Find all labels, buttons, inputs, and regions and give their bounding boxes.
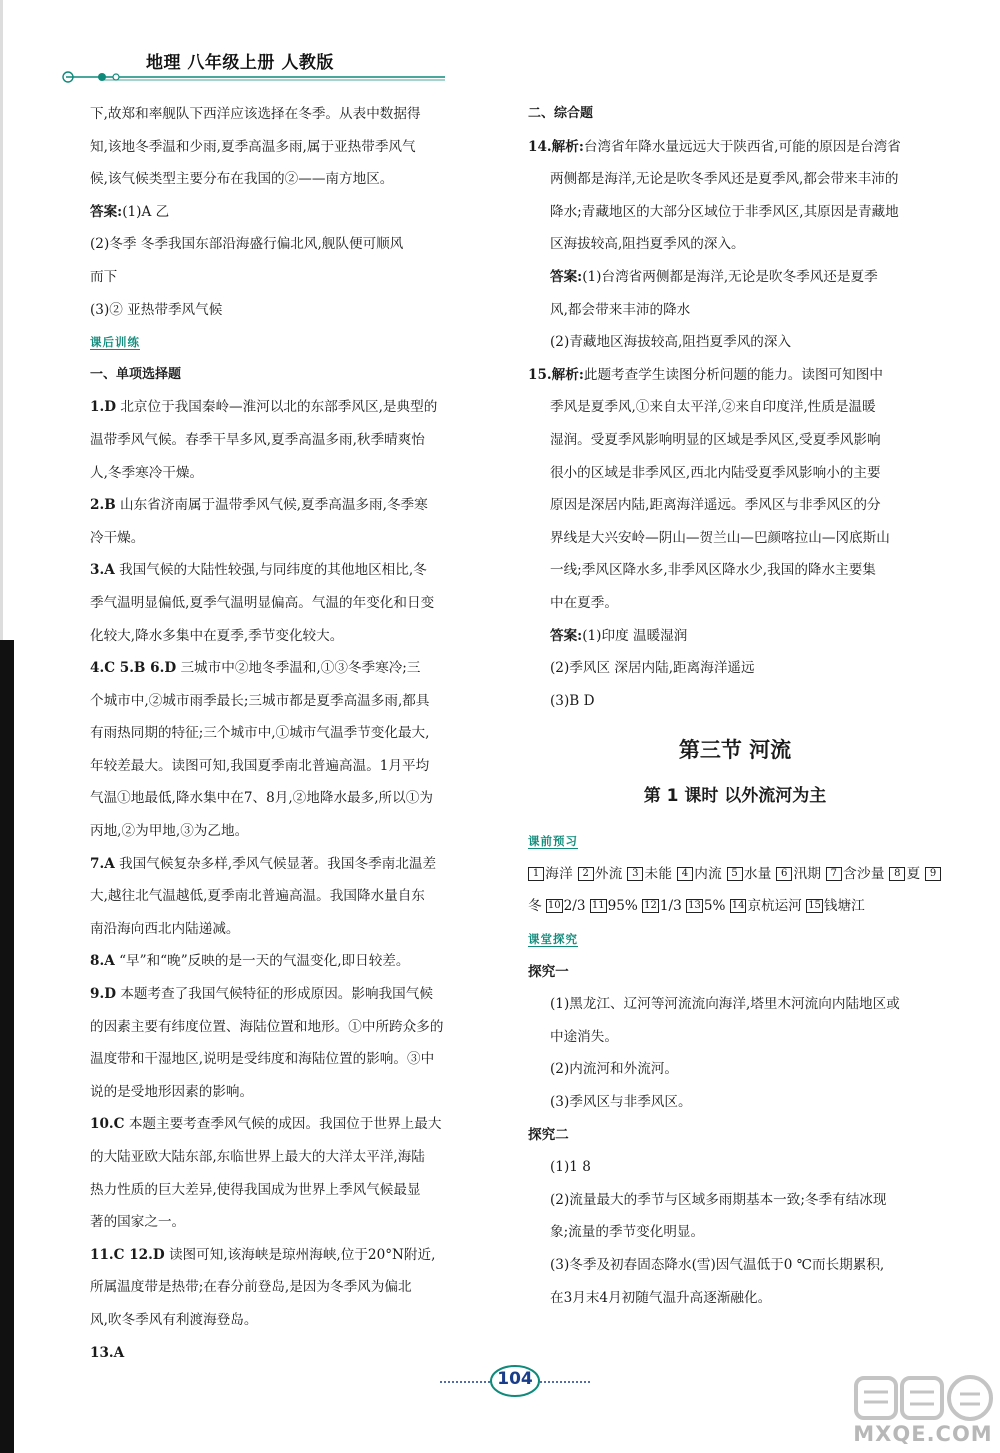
question-item: [90, 1239, 500, 1272]
answer-label: 答案:: [90, 203, 123, 220]
blank-answer: 95%: [607, 898, 638, 915]
category-heading: 一、单项选择题: [90, 366, 182, 382]
answer-text: (2)季风区 深居内陆,距离海洋遥远: [550, 660, 755, 677]
question-number: 9.D: [90, 986, 116, 1003]
blank-answer: 海洋: [545, 865, 574, 882]
blank-answer: 含沙量: [842, 865, 885, 882]
blank-answer: 未能: [644, 865, 673, 882]
analysis-text: 区海拔较高,阻挡夏季风的深入。: [550, 236, 745, 253]
blank-answer: 水量: [743, 865, 772, 882]
question-number: 15.: [528, 366, 552, 383]
question-text: 南沿海向西北内陆递减。: [90, 920, 240, 937]
question-text: 本题考查了我国气候特征的形成原因。影响我国气候: [120, 986, 433, 1003]
watermark-text: MXQE.COM: [853, 1422, 993, 1446]
section-title: 第三节 河流: [678, 738, 792, 763]
explore-title: 探究一: [528, 963, 569, 980]
blank-answer: 冬: [528, 898, 542, 915]
question-text: 季气温明显偏低,夏季气温明显偏高。气温的年变化和日变: [90, 594, 435, 611]
header-title: 地理 八年级上册 人教版: [146, 53, 334, 73]
question-number: 11.C 12.D: [90, 1246, 165, 1263]
question-item: [90, 489, 500, 522]
watermark-logo: [848, 1372, 998, 1450]
question-number: 2.B: [90, 497, 116, 514]
answer-text: (3)B D: [550, 692, 595, 709]
answer-line: 而下: [90, 268, 118, 285]
question-text: 热力性质的巨大差异,使得我国成为世界上季风气候最显: [90, 1181, 421, 1198]
question-text: 有雨热同期的特征;三个城市中,①城市气温季节变化最大,: [90, 725, 430, 742]
page-number-text: 104: [497, 1369, 533, 1389]
question-item: [90, 652, 500, 685]
question-text: 本题主要考查季风气候的成因。我国位于世界上最大: [128, 1116, 442, 1133]
analysis-text: 此题考查学生读图分析问题的能力。读图可知图中: [583, 366, 883, 383]
question-item: [90, 848, 500, 881]
answer-line: (3)② 亚热带季风气候: [90, 301, 223, 318]
question-text: 年较差最大。读图可知,我国夏季南北普遍高温。1月平均: [90, 757, 430, 774]
subsection-tag: 课后训练: [90, 335, 140, 350]
answer-line: [90, 196, 500, 229]
answer-line: [528, 261, 942, 294]
blank-number: 2: [578, 867, 594, 881]
blank-number: 7: [826, 867, 842, 881]
analysis-text: 中在夏季。: [550, 594, 618, 611]
intro-line: 候,该气候类型主要分布在我国的②——南方地区。: [90, 171, 394, 188]
blank-number: 9: [925, 867, 941, 881]
explore-item: 中途消失。: [550, 1028, 618, 1045]
analysis-label: 解析:: [551, 138, 584, 155]
analysis-text: 原因是深居内陆,距离海洋遥远。季风区与非季风区的分: [550, 497, 881, 514]
question-item: [90, 945, 500, 978]
question-text: 温度带和干湿地区,说明是受纬度和海陆位置的影响。③中: [90, 1051, 435, 1068]
question-number: 8.A: [90, 953, 115, 970]
question-text: 我国气候复杂多样,季风气候显著。我国冬季南北温差: [119, 855, 437, 872]
explore-title: 探究二: [528, 1126, 569, 1143]
page-header: [60, 44, 450, 92]
category-heading: 二、综合题: [528, 106, 594, 121]
blank-answer: 2/3: [563, 898, 586, 915]
blank-number: 5: [727, 867, 743, 881]
question-text: 冷干燥。: [90, 529, 145, 546]
question-text: 化较大,降水多集中在夏季,季节变化较大。: [90, 627, 344, 644]
answer-label: 答案:: [550, 627, 583, 644]
explore-tag: 课堂探究: [528, 932, 578, 947]
question-text: 丙地,②为甲地,③为乙地。: [90, 823, 249, 840]
blank-number: 12: [644, 900, 657, 912]
blank-answer: 钱塘江: [823, 898, 865, 915]
explore-item: (1)黑龙江、辽河等河流流向海洋,塔里木河流向内陆地区或: [550, 996, 900, 1013]
question-number: 1.D: [90, 399, 116, 416]
right-column: [528, 98, 942, 1314]
explore-item: (2)内流河和外流河。: [550, 1061, 679, 1078]
question-item: [90, 391, 500, 424]
blank-answer: 夏: [906, 865, 921, 882]
question-text: 的因素主要有纬度位置、海陆位置和地形。①中所跨众多的: [90, 1018, 444, 1035]
blank-answer: 京杭运河: [747, 898, 802, 915]
question-number: 4.C 5.B 6.D: [90, 660, 177, 677]
blank-answer: 1/3: [659, 898, 682, 915]
question-text: 个城市中,②城市雨季最长;三城市都是夏季高温多雨,都具: [90, 692, 430, 709]
question-text: 人,冬季寒冷干燥。: [90, 464, 204, 481]
blank-number: 14: [731, 900, 745, 912]
answer-line: [528, 620, 942, 653]
analysis-text: 降水;青藏地区的大部分区域位于非季风区,其原因是青藏地: [550, 203, 899, 220]
analysis-text: 湿润。受夏季风影响明显的区域是季风区,受夏季风影响: [550, 431, 881, 448]
question-text: 说的是受地形因素的影响。: [90, 1083, 254, 1100]
answer-text: (1)台湾省两侧都是海洋,无论是吹冬季风还是夏季: [582, 268, 878, 285]
intro-line: 知,该地冬季温和少雨,夏季高温多雨,属于亚热带季风气: [90, 138, 416, 155]
explore-item: (3)冬季及初春固态降水(雪)因气温低于0 ℃而长期累积,: [550, 1257, 885, 1273]
lesson-title: 第 1 课时 以外流河为主: [643, 786, 827, 807]
question-number: 10.C: [90, 1116, 125, 1133]
question-text: 的大陆亚欧大陆东部,东临世界上最大的大洋太平洋,海陆: [90, 1149, 425, 1165]
analysis-text: 界线是大兴安岭—阴山—贺兰山—巴颜喀拉山—冈底斯山: [550, 529, 890, 546]
blank-number: 4: [677, 867, 693, 881]
header-rule: [60, 68, 450, 88]
explore-item: 象;流量的季节变化明显。: [550, 1224, 705, 1241]
analysis-text: 很小的区域是非季风区,西北内陆受夏季风影响小的主要: [550, 464, 881, 481]
analysis-text: 两侧都是海洋,无论是吹冬季风还是夏季风,都会带来丰沛的: [550, 171, 899, 188]
question-text: 所属温度带是热带;在春分前登岛,是因为冬季风为偏北: [90, 1279, 412, 1296]
intro-line: 下,故郑和率舰队下西洋应该选择在冬季。从表中数据得: [90, 106, 421, 122]
page-number: [440, 1362, 590, 1402]
answer-text: (1)A 乙: [122, 203, 170, 220]
explore-item: (3)季风区与非季风区。: [550, 1094, 692, 1111]
question-number: 7.A: [90, 855, 115, 872]
answer-text: 风,都会带来丰沛的降水: [550, 301, 691, 318]
blank-number: 13: [688, 900, 701, 912]
answer-text: (2)青藏地区海拔较高,阻挡夏季风的深入: [550, 334, 792, 351]
question-text: 气温①地最低,降水集中在7、8月,②地降水最多,所以①为: [90, 790, 433, 807]
question-number: 3.A: [90, 562, 115, 579]
blank-answer: 5%: [703, 898, 726, 915]
explore-item: (2)流量最大的季节与区域多雨期基本一致;冬季有结冰现: [550, 1191, 887, 1208]
blank-number: 6: [776, 867, 792, 881]
explore-item: (1)1 8: [550, 1159, 591, 1176]
question-text: “早”和“晚”反映的是一天的气温变化,即日较差。: [119, 953, 410, 970]
explore-item: 在3月末4月初随气温升高逐渐融化。: [550, 1289, 772, 1306]
question-text: 北京位于我国秦岭—淮河以北的东部季风区,是典型的: [120, 399, 438, 416]
blank-answer: 内流: [693, 865, 722, 882]
question-text: 风,吹冬季风有利渡海登岛。: [90, 1311, 258, 1328]
left-column: [90, 98, 500, 1369]
question-text: 大,越往北气温越低,夏季南北普遍高温。我国降水量自东: [90, 888, 425, 905]
analysis-text: 一线;季风区降水多,非季风区降水少,我国的降水主要集: [550, 562, 876, 579]
analysis-text: 季风是夏季风,①来自太平洋,②来自印度洋,性质是温暖: [550, 399, 876, 416]
scan-edge: [0, 0, 14, 1453]
blank-answer: 外流: [594, 865, 623, 882]
question-item: [90, 554, 500, 587]
answer-line: (2)冬季 冬季我国东部沿海盛行偏北风,舰队便可顺风: [90, 236, 404, 253]
question-number: 14.: [528, 138, 552, 155]
preview-tag: 课前预习: [528, 834, 578, 849]
question-text: 温带季风气候。春季干旱多风,夏季高温多雨,秋季晴爽怡: [90, 431, 425, 448]
blanks-line: [528, 858, 942, 923]
blank-number: 11: [591, 900, 605, 912]
analysis-text: 台湾省年降水量远远大于陕西省,可能的原因是台湾省: [583, 138, 901, 155]
question-text: 三城市中②地冬季温和,①③冬季寒冷;三: [180, 660, 421, 677]
question-text: 我国气候的大陆性较强,与同纬度的其他地区相比,冬: [119, 562, 427, 579]
blank-number: 3: [627, 867, 643, 881]
question-item: [528, 131, 942, 164]
analysis-label: 解析:: [551, 366, 584, 383]
question-item: [90, 1108, 500, 1141]
question-number: 13.A: [90, 1344, 125, 1361]
blank-number: 10: [547, 900, 561, 912]
question-text: 山东省济南属于温带季风气候,夏季高温多雨,冬季寒: [120, 497, 428, 514]
question-item: [90, 1337, 500, 1370]
blank-number: 8: [889, 867, 905, 881]
blank-number: 15: [808, 900, 821, 912]
question-item: [528, 359, 942, 392]
answer-text: (1)印度 温暖湿润: [582, 627, 688, 644]
answer-label: 答案:: [550, 268, 583, 285]
question-text: 读图可知,该海峡是琼州海峡,位于20°N附近,: [168, 1246, 436, 1263]
question-item: [90, 978, 500, 1011]
blank-number: 1: [528, 867, 544, 881]
watermark-seal-icon: [848, 1372, 998, 1424]
blank-answer: 汛期: [793, 865, 822, 882]
question-text: 著的国家之一。: [90, 1214, 186, 1231]
